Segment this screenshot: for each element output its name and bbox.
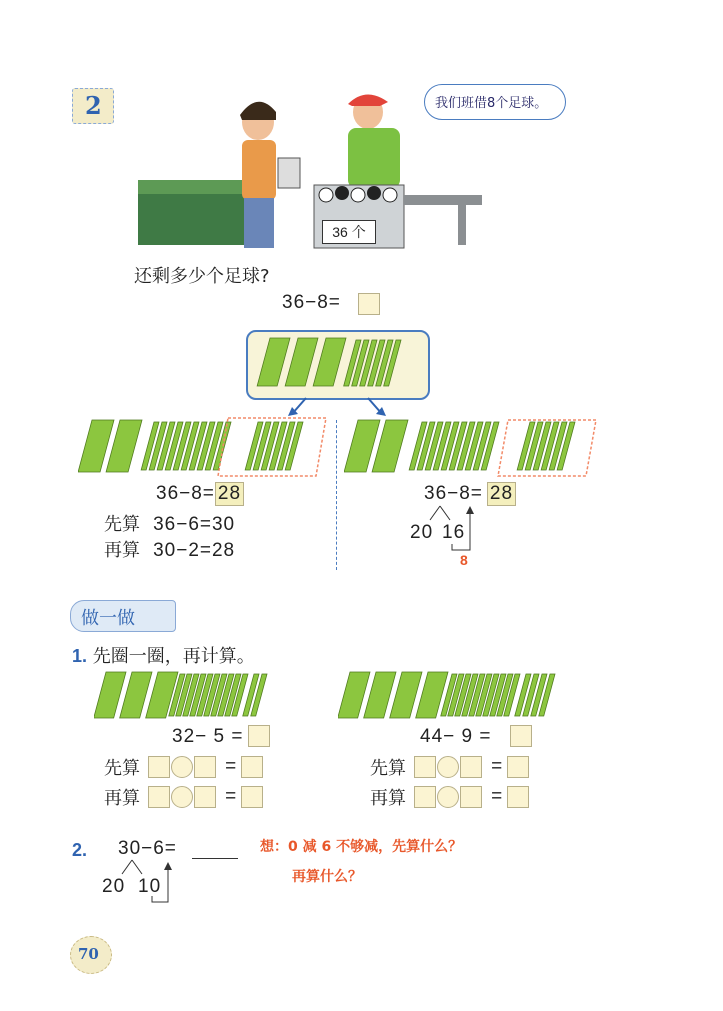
q1a-step1-box1[interactable] [148,756,170,778]
q1-line [72,642,255,668]
main-equation: 36−8= [282,292,341,313]
q2-answer-line[interactable] [192,858,238,859]
q1a-step1-equals: = [225,756,238,777]
page-number: 70 [78,945,99,963]
q1a-step2-box2[interactable] [194,786,216,808]
q2-hint-line2: 再算什么？ [292,869,362,885]
q1a-sticks [94,670,290,722]
q1a-step2-result[interactable] [241,786,263,808]
q1a-step1 [104,754,263,780]
question-text: 还剩多少个足球? [134,266,270,287]
q2-equation: 30−6= [118,838,177,859]
q1a-step1-label: 先算 [104,758,140,779]
left-step2-label: 再算 [104,540,140,561]
right-answer: 28 [487,482,516,506]
q1b-step2-result[interactable] [507,786,529,808]
q2-split-b: 10 [138,876,162,897]
q1a-step2 [104,784,263,810]
speech-text: 我们班借8个足球。 [435,96,548,111]
left-method-sticks [78,416,330,478]
q1b-step1-equals: = [491,756,504,777]
q1b-step1-operator[interactable] [437,756,459,778]
q1b-step2-operator[interactable] [437,786,459,808]
q1b-step1-label: 先算 [370,758,406,779]
left-step1 [104,510,235,536]
cart-count-label: 36 个 [322,220,376,244]
left-step1-eq: 36−6=30 [153,514,236,535]
q1b-step2 [370,784,529,810]
q1b-step1-box2[interactable] [460,756,482,778]
q1-text: 先圈一圈，再计算。 [92,646,255,667]
q1a-step2-operator[interactable] [171,786,193,808]
q2-number: 2. [72,840,88,860]
q1a-equation: 32− 5 = [172,726,244,747]
q1b-equation: 44− 9 = [420,726,492,747]
method-divider [336,420,337,570]
q2-hint-line1: 想：0 减 6 不够减，先算什么？ [260,839,463,855]
q1a-step1-box2[interactable] [194,756,216,778]
q1b-step2-equals: = [491,786,504,807]
example-number: 2 [85,91,102,120]
left-equation-text: 36−8= [156,483,215,504]
q1b-answer-box[interactable] [510,725,532,747]
q1a-step1-operator[interactable] [171,756,193,778]
page-number-badge [70,936,112,974]
example-number-badge [72,88,114,124]
q1b-step1-box1[interactable] [414,756,436,778]
right-method-sticks [344,416,598,478]
right-split-b: 16 [442,522,466,543]
q1b-step1 [370,754,529,780]
q2-split-a: 20 [102,876,126,897]
q1b-step2-box2[interactable] [460,786,482,808]
q1b-sticks [338,670,578,722]
bundled-sticks-illustration [256,336,416,392]
q1b-step1-result[interactable] [507,756,529,778]
right-equation-text: 36−8= [424,483,483,504]
q1a-step1-result[interactable] [241,756,263,778]
left-step1-label: 先算 [104,514,140,535]
right-split-a: 20 [410,522,434,543]
left-step2-eq: 30−2=28 [153,540,236,561]
q1a-step2-box1[interactable] [148,786,170,808]
q1a-step2-equals: = [225,786,238,807]
left-answer: 28 [215,482,244,506]
practice-header: 做一做 [81,608,135,629]
q1-number: 1. [72,646,88,666]
q1b-step2-label: 再算 [370,788,406,809]
q1a-answer-box[interactable] [248,725,270,747]
left-equation [156,482,244,506]
left-step2 [104,536,235,562]
q1b-step2-box1[interactable] [414,786,436,808]
right-subtract: 8 [460,552,468,568]
q1a-step2-label: 再算 [104,788,140,809]
practice-header-badge [70,600,176,632]
speech-bubble [424,84,566,120]
main-answer-box[interactable] [358,293,380,315]
